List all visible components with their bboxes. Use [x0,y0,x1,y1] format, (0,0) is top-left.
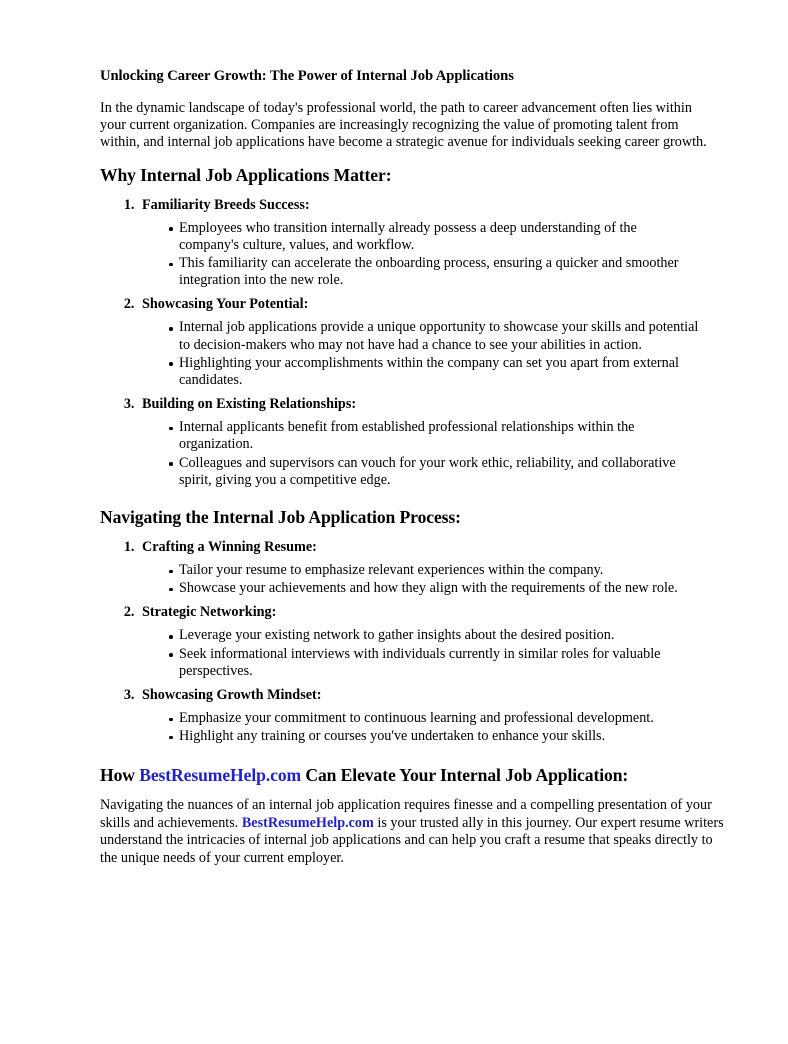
bullet-item: Highlight any training or courses you've undertaken to enhance your skills. [168,728,717,745]
bullet-item: Leverage your existing network to gather insights about the desired position. [168,627,717,644]
list-item [138,196,722,290]
list-item-title: Crafting a Winning Resume: [142,539,317,556]
list-item [138,686,722,745]
bullet-list [142,319,722,389]
closing-text-part2: is your trusted ally in this journey. Our expert resume writers understand the intricacies of internal job applications and can help you craft a resume that speaks directly to the unique needs of your current employer. [100,814,724,866]
list-item [138,538,722,597]
bullet-item: Internal job applications provide a unique opportunity to showcase your skills and potential to decision-makers who may not have had a chance to see your abilities in action. [168,319,699,353]
brand-link[interactable]: BestResumeHelp.com [139,765,302,786]
final-heading-prefix: How [100,765,140,786]
ordered-list-navigating [100,538,722,745]
list-item-title: Familiarity Breeds Success: [142,196,310,213]
intro-paragraph: In the dynamic landscape of today's professional world, the path to career advancement often lies within your current organization. Companies are increasingly recognizing the value of promoting talent from within, and internal job applications have become a strategic avenue for individuals seeking career growth. [100,100,707,151]
list-item-title: Building on Existing Relationships: [142,396,357,413]
closing-paragraph [100,797,725,867]
bullet-item: Highlighting your accomplishments within the company can set you apart from external candidates. [168,355,699,389]
list-item-title: Showcasing Growth Mindset: [142,687,322,704]
bullet-list [142,220,722,290]
bullet-list [142,562,722,597]
closing-text-part1: Navigating the nuances of an internal job application requires finesse and a compelling presentation of your skills and achievements. [100,797,712,831]
section-heading-navigating: Navigating the Internal Job Application Process: [100,507,461,528]
bullet-item: Seek informational interviews with individuals currently in similar roles for valuable perspectives. [168,646,717,680]
list-item [138,295,722,389]
bullet-list [142,419,722,489]
bullet-item: Employees who transition internally already possess a deep understanding of the company's culture, values, and workflow. [168,220,699,254]
bullet-list [142,627,722,680]
section-heading-why: Why Internal Job Applications Matter: [100,164,392,185]
bullet-list [142,710,722,745]
bullet-item: Colleagues and supervisors can vouch for your work ethic, reliability, and collaborative spirit, giving you a competitive edge. [168,455,699,489]
page-title: Unlocking Career Growth: The Power of Internal Job Applications [100,68,514,84]
ordered-list-why [100,196,722,489]
bullet-item: This familiarity can accelerate the onboarding process, ensuring a quicker and smoother integration into the new role. [168,255,699,289]
bullet-item: Tailor your resume to emphasize relevant experiences within the company. [168,562,717,579]
brand-link-inline[interactable]: BestResumeHelp.com [241,814,374,831]
bullet-item: Internal applicants benefit from established professional relationships within the organization. [168,419,699,453]
list-item [138,603,722,680]
bullet-item: Emphasize your commitment to continuous learning and professional development. [168,710,717,727]
list-item-title: Strategic Networking: [142,604,277,621]
list-item [138,395,722,489]
final-heading-suffix: Can Elevate Your Internal Job Application: [301,765,629,786]
section-heading-how-brand-helps [100,765,722,785]
list-item-title: Showcasing Your Potential: [142,296,309,313]
bullet-item: Showcase your achievements and how they align with the requirements of the new role. [168,580,717,597]
